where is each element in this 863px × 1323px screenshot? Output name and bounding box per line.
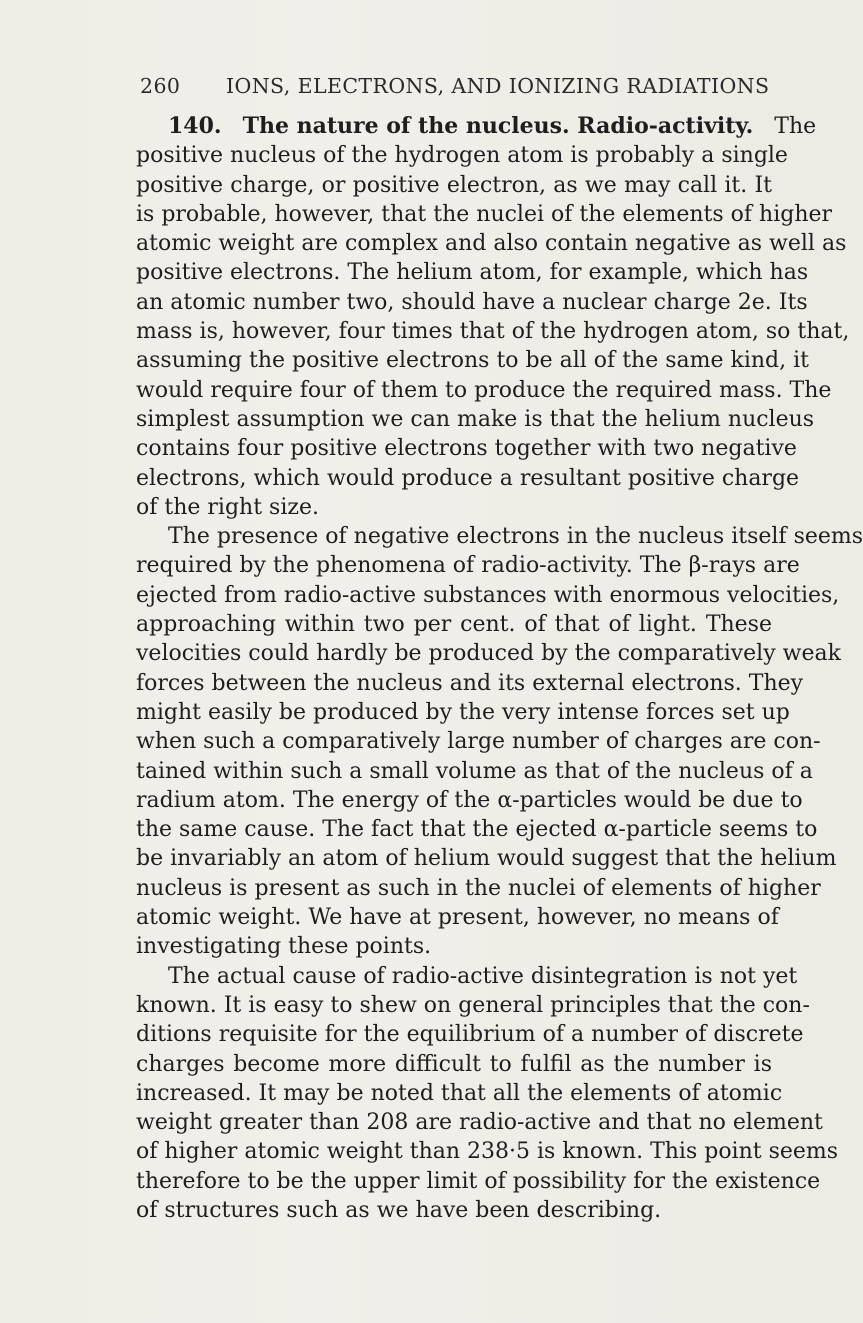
text-line: forces between the nucleus and its external electrons. They: [136, 670, 804, 696]
paragraph-1: [136, 112, 850, 522]
text-line: nucleus is present as such in the nuclei of elements of higher: [136, 875, 821, 901]
text-line: of the right size.: [136, 494, 319, 520]
text-line: of structures such as we have been describing.: [136, 1197, 662, 1223]
text-line: The actual cause of radio-active disintegration is not yet: [168, 963, 798, 989]
text-line: increased. It may be noted that all the elements of atomic: [136, 1080, 783, 1106]
text-line: might easily be produced by the very intense forces set up: [136, 699, 790, 725]
paragraph-2: [136, 522, 863, 961]
text-line: required by the phenomena of radio-activity. The β-rays are: [136, 553, 800, 579]
page-number: 260: [140, 74, 181, 98]
text-line: an atomic number two, should have a nuclear charge 2e. Its: [136, 289, 808, 315]
text-line: ditions requisite for the equilibrium of a number of discrete: [136, 1022, 804, 1048]
text-line: known. It is easy to shew on general principles that the con-: [136, 992, 810, 1018]
text-line: positive nucleus of the hydrogen atom is probably a single: [136, 143, 788, 169]
text-line: The presence of negative electrons in the nucleus itself seems: [168, 524, 863, 550]
text-line: simplest assumption we can make is that the helium nucleus: [136, 406, 815, 432]
text-line: therefore to be the upper limit of possibility for the existence: [136, 1168, 821, 1194]
text-line: atomic weight. We have at present, however, no means of: [136, 905, 779, 931]
text-line: velocities could hardly be produced by the comparatively weak: [136, 641, 841, 667]
text-line: the same cause. The fact that the ejected α-particle seems to: [136, 817, 818, 843]
text-line: ejected from radio-active substances with enormous velocities,: [136, 582, 840, 608]
body-text: [136, 112, 863, 1225]
text-line: positive electrons. The helium atom, for example, which has: [136, 260, 809, 286]
text-line: be invariably an atom of helium would suggest that the helium: [136, 846, 837, 872]
text-line: when such a comparatively large number of charges are con-: [136, 729, 821, 755]
text-line: approaching within two per cent. of that of light. These: [136, 612, 772, 638]
text-line-fragment: The: [774, 114, 817, 139]
text-line: assuming the positive electrons to be all of the same kind, it: [136, 348, 809, 374]
text-line: electrons, which would produce a resultant positive charge: [136, 465, 800, 491]
text-line: tained within such a small volume as that of the nucleus of a: [136, 758, 813, 784]
text-line: would require four of them to produce the required mass. The: [136, 377, 832, 403]
text-line: investigating these points.: [136, 934, 432, 960]
text-line: contains four positive electrons together with two negative: [136, 436, 797, 462]
text-line: [136, 112, 817, 141]
text-line: of higher atomic weight than 238·5 is known. This point seems: [136, 1139, 839, 1165]
text-line: weight greater than 208 are radio-active and that no element: [136, 1110, 823, 1136]
text-line: radium atom. The energy of the α-particles would be due to: [136, 787, 803, 813]
text-line: positive charge, or positive electron, as we may call it. It: [136, 172, 772, 198]
text-line: is probable, however, that the nuclei of the elements of higher: [136, 201, 833, 227]
section-title: The nature of the nucleus. Radio-activity.: [242, 113, 754, 139]
text-line: atomic weight are complex and also contain negative as well as: [136, 231, 847, 257]
paragraph-3: [136, 962, 839, 1226]
running-head: [140, 74, 770, 104]
text-line: mass is, however, four times that of the hydrogen atom, so that,: [136, 319, 850, 345]
section-number: 140.: [168, 113, 222, 139]
running-head-title: IONS, ELECTRONS, AND IONIZING RADIATIONS: [226, 74, 770, 98]
text-line: charges become more difficult to fulfil as the number is: [136, 1051, 772, 1077]
